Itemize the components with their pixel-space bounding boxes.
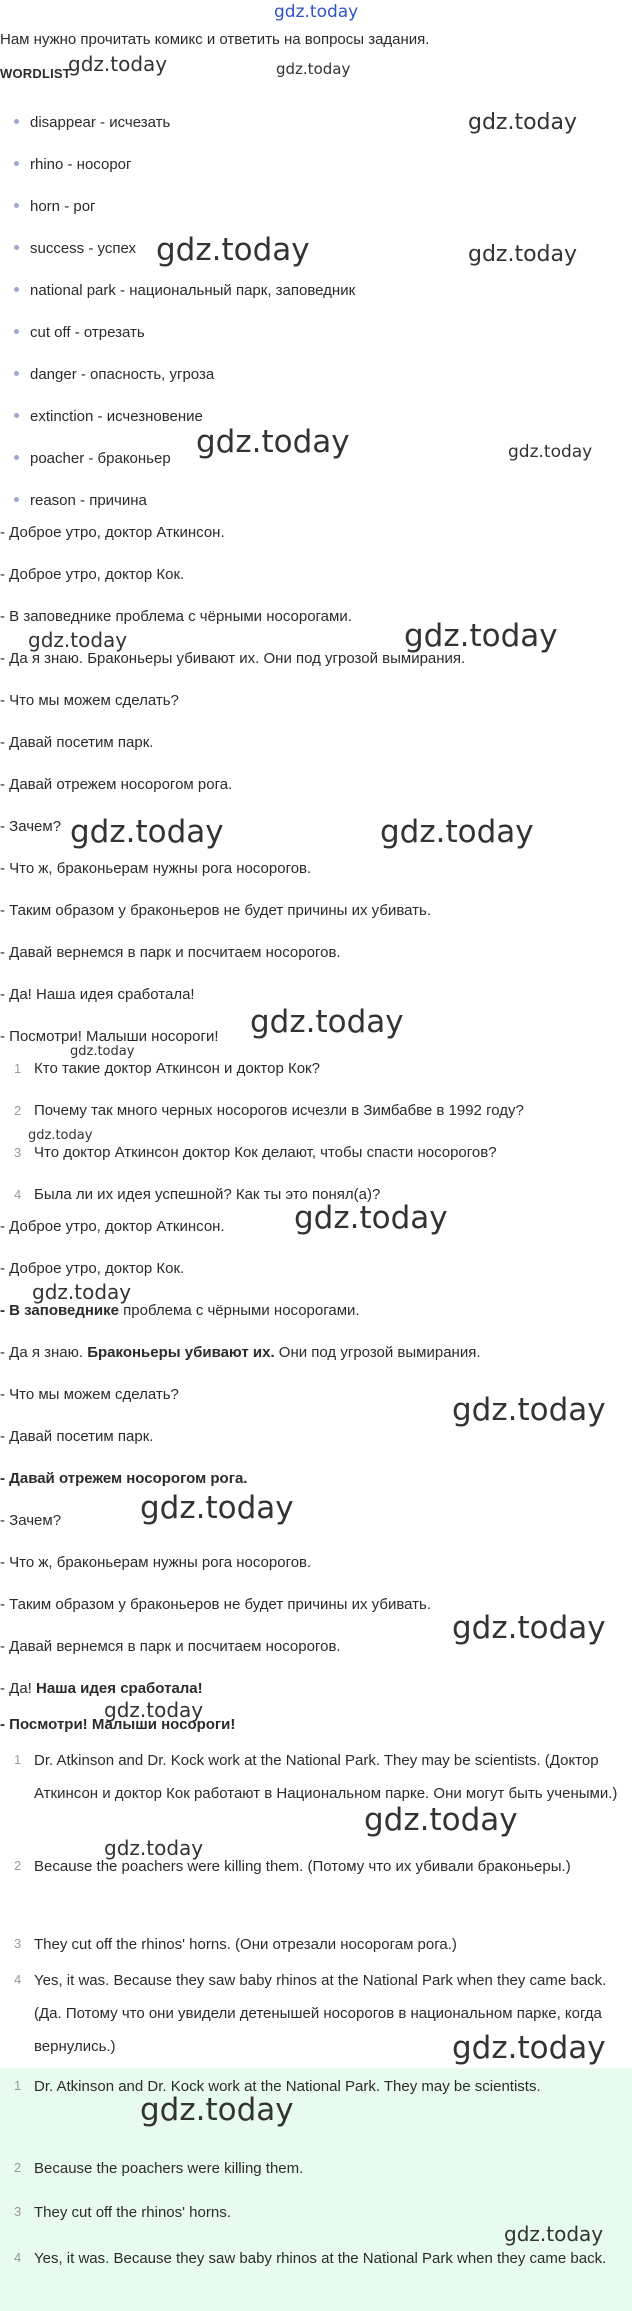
question-item: 2 Почему так много черных носорогов исчезли в Зимбабве в 1992 году? xyxy=(14,1102,524,1119)
bullet-icon xyxy=(14,245,19,250)
watermark: gdz.today xyxy=(404,618,558,654)
watermark: gdz.today xyxy=(140,2092,294,2128)
dialogue-line: - Посмотри! Малыши носороги! xyxy=(0,1028,219,1045)
watermark: gdz.today xyxy=(196,424,350,460)
watermark: gdz.today xyxy=(68,52,168,76)
watermark: gdz.today xyxy=(104,1698,204,1722)
watermark: gdz.today xyxy=(452,1392,606,1428)
watermark: gdz.today xyxy=(276,60,351,78)
dialogue-line: - Давай посетим парк. xyxy=(0,734,154,751)
bullet-icon xyxy=(14,161,19,166)
dialogue2-line: - Давай отрежем носорогом рога. xyxy=(0,1470,248,1487)
answer-item-en: 1 Dr. Atkinson and Dr. Kock work at the National Park. They may be scientists. xyxy=(14,2078,541,2095)
question-item: 4 Была ли их идея успешной? Как ты это понял(а)? xyxy=(14,1186,381,1203)
dialogue2-line: - Да! Наша идея сработала! xyxy=(0,1680,203,1697)
wordlist-item: cut off - отрезать xyxy=(14,324,145,341)
dialogue-line: - Что ж, браконьерам нужны рога носорогов. xyxy=(0,860,312,877)
watermark: gdz.today xyxy=(28,1128,93,1143)
bullet-icon xyxy=(14,455,19,460)
watermark: gdz.today xyxy=(380,814,534,850)
dialogue-line: - Зачем? xyxy=(0,818,62,835)
wordlist-item: reason - причина xyxy=(14,492,147,509)
watermark: gdz.today xyxy=(140,1490,294,1526)
watermark: gdz.today xyxy=(452,1610,606,1646)
answer-item-en: 4 Yes, it was. Because they saw baby rhinos at the National Park when they came back. xyxy=(14,2250,607,2267)
watermark: gdz.today xyxy=(468,242,578,267)
bullet-icon xyxy=(14,119,19,124)
watermark: gdz.today xyxy=(104,1836,204,1860)
wordlist-item: success - успех xyxy=(14,240,136,257)
wordlist-item: danger - опасность, угроза xyxy=(14,366,214,383)
wordlist-item: poacher - браконьер xyxy=(14,450,171,467)
watermark: gdz.today xyxy=(452,2030,606,2066)
dialogue2-line: - В заповеднике проблема с чёрными носорогами. xyxy=(0,1302,360,1319)
dialogue2-line: - Да я знаю. Браконьеры убивают их. Они под угрозой вымирания. xyxy=(0,1344,481,1361)
dialogue2-line: - Посмотри! Малыши носороги! xyxy=(0,1716,236,1733)
dialogue2-line: - Зачем? xyxy=(0,1512,62,1529)
dialogue-line: - Давай вернемся в парк и посчитаем носорогов. xyxy=(0,944,341,961)
dialogue-line: - Таким образом у браконьеров не будет причины их убивать. xyxy=(0,902,431,919)
dialogue2-line: - Давай вернемся в парк и посчитаем носорогов. xyxy=(0,1638,341,1655)
watermark: gdz.today xyxy=(468,110,578,135)
answer-item: 3 They cut off the rhinos' horns. (Они отрезали носорогам рога.) xyxy=(14,1936,457,1953)
watermark: gdz.today xyxy=(250,1004,404,1040)
question-item: 1 Кто такие доктор Аткинсон и доктор Кок? xyxy=(14,1060,320,1077)
dialogue-line: - Доброе утро, доктор Аткинсон. xyxy=(0,524,225,541)
watermark: gdz.today xyxy=(294,1200,448,1236)
watermark-top: gdz.today xyxy=(274,2,359,22)
dialogue-line: - Что мы можем сделать? xyxy=(0,692,179,709)
bullet-icon xyxy=(14,203,19,208)
watermark: gdz.today xyxy=(70,814,224,850)
bullet-icon xyxy=(14,413,19,418)
dialogue2-line: - Что ж, браконьерам нужны рога носорогов. xyxy=(0,1554,312,1571)
dialogue-line: - Доброе утро, доктор Кок. xyxy=(0,566,185,583)
answer-item: 4 Yes, it was. Because they saw baby rhinos at the National Park when they came back. (Да. Потому что они увидели детенышей носорогов в национальном парке, когда вернулись.) xyxy=(14,1972,607,2055)
bullet-icon xyxy=(14,329,19,334)
dialogue-line: - Да я знаю. Браконьеры убивают их. Они под угрозой вымирания. xyxy=(0,650,466,667)
question-item: 3 Что доктор Аткинсон доктор Кок делают, чтобы спасти носорогов? xyxy=(14,1144,497,1161)
wordlist-item: disappear - исчезать xyxy=(14,114,170,131)
dialogue2-line: - Таким образом у браконьеров не будет причины их убивать. xyxy=(0,1596,431,1613)
wordlist-title: WORDLIST xyxy=(0,66,71,81)
bullet-icon xyxy=(14,497,19,502)
watermark: gdz.today xyxy=(32,1280,132,1304)
watermark: gdz.today xyxy=(156,232,310,268)
answer-item-en: 3 They cut off the rhinos' horns. xyxy=(14,2204,231,2221)
answer-item: 1 Dr. Atkinson and Dr. Kock work at the National Park. They may be scientists. (Доктор Аткинсон и доктор Кок работают в Национальном парке. Они могут быть учеными.) xyxy=(14,1752,618,1802)
wordlist-item: national park - национальный парк, заповедник xyxy=(14,282,355,299)
watermark: gdz.today xyxy=(508,442,593,462)
wordlist-item: horn - рог xyxy=(14,198,96,215)
intro-text: Нам нужно прочитать комикс и ответить на вопросы задания. xyxy=(0,31,430,48)
watermark: gdz.today xyxy=(70,1044,135,1059)
watermark: gdz.today xyxy=(504,2222,604,2246)
bullet-icon xyxy=(14,287,19,292)
dialogue2-line: - Что мы можем сделать? xyxy=(0,1386,179,1403)
watermark: gdz.today xyxy=(28,628,128,652)
answer-item: 2 Because the poachers were killing them. (Потому что их убивали браконьеры.) xyxy=(14,1858,571,1875)
wordlist-item: rhino - носорог xyxy=(14,156,131,173)
dialogue2-line: - Доброе утро, доктор Аткинсон. xyxy=(0,1218,225,1235)
dialogue-line: - Да! Наша идея сработала! xyxy=(0,986,195,1003)
dialogue-line: - Давай отрежем носорогом рога. xyxy=(0,776,233,793)
wordlist-item: extinction - исчезновение xyxy=(14,408,203,425)
answer-item-en: 2 Because the poachers were killing them. xyxy=(14,2160,304,2177)
dialogue-line: - В заповеднике проблема с чёрными носорогами. xyxy=(0,608,352,625)
dialogue2-line: - Доброе утро, доктор Кок. xyxy=(0,1260,185,1277)
bullet-icon xyxy=(14,371,19,376)
dialogue2-line: - Давай посетим парк. xyxy=(0,1428,154,1445)
watermark: gdz.today xyxy=(364,1802,518,1838)
